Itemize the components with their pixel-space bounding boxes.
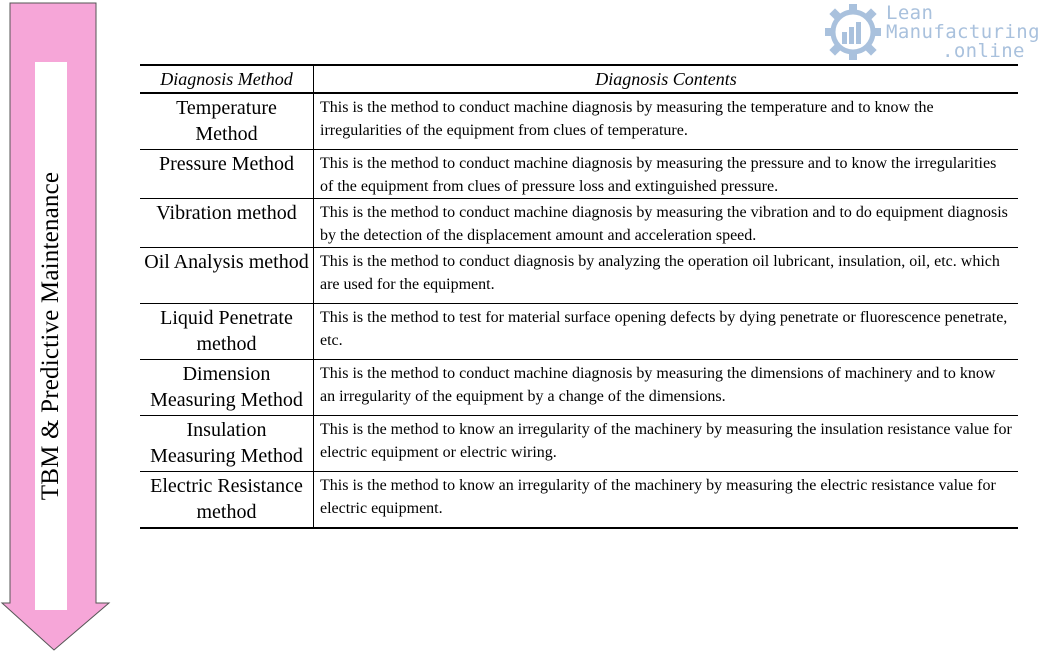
table-row — [140, 150, 1018, 199]
method-cell: Oil Analysis method — [140, 248, 314, 304]
method-cell: Electric Resistance method — [140, 472, 314, 529]
table-header-row — [140, 65, 1018, 93]
logo — [820, 2, 1040, 64]
gear-chart-icon — [820, 2, 886, 62]
method-cell: Pressure Method — [140, 150, 314, 199]
method-cell: Vibration method — [140, 199, 314, 248]
arrow-label-box — [37, 62, 65, 610]
table-row — [140, 416, 1018, 472]
contents-cell: This is the method to know an irregularity of the machinery by measuring the electric resistance value for electric equipment. — [314, 472, 1019, 529]
table-row — [140, 93, 1018, 150]
side-arrow — [0, 0, 112, 653]
contents-cell: This is the method to conduct machine diagnosis by measuring the vibration and to do equipment diagnosis by the detection of the displacement amount and acceleration speed. — [314, 199, 1019, 248]
table-row — [140, 304, 1018, 360]
header-diagnosis-method: Diagnosis Method — [140, 65, 314, 93]
contents-cell: This is the method to conduct machine diagnosis by measuring the pressure and to know the irregularities of the equipment from clues of pressure loss and extinguished pressure. — [314, 150, 1019, 199]
method-cell: Liquid Penetrate method — [140, 304, 314, 360]
diagnosis-table — [140, 64, 1018, 529]
contents-cell: This is the method to conduct machine diagnosis by measuring the dimensions of machinery and to know an irregularity of the equipment by a change of the dimensions. — [314, 360, 1019, 416]
contents-cell: This is the method to know an irregularity of the machinery by measuring the insulation resistance value for electric equipment or electric wiring. — [314, 416, 1019, 472]
logo-line-3: .online — [942, 40, 1025, 62]
method-cell: Insulation Measuring Method — [140, 416, 314, 472]
method-cell: Temperature Method — [140, 93, 314, 150]
logo-line-1: Lean — [886, 2, 934, 24]
logo-text — [886, 4, 1040, 61]
contents-cell: This is the method to conduct machine diagnosis by measuring the temperature and to know the irregularities of the equipment from clues of temperature. — [314, 93, 1019, 150]
contents-cell: This is the method to conduct diagnosis by analyzing the operation oil lubricant, insulation, oil, etc. which are used for the equipment. — [314, 248, 1019, 304]
method-cell: Dimension Measuring Method — [140, 360, 314, 416]
logo-line-2: Manufacturing — [886, 21, 1040, 43]
table-row — [140, 248, 1018, 304]
side-label: TBM & Predictive Maintenance — [37, 171, 64, 501]
table-row — [140, 472, 1018, 529]
table-row — [140, 199, 1018, 248]
table-row — [140, 360, 1018, 416]
header-diagnosis-contents: Diagnosis Contents — [314, 65, 1019, 93]
contents-cell: This is the method to test for material surface opening defects by dying penetrate or fluorescence penetrate, etc. — [314, 304, 1019, 360]
